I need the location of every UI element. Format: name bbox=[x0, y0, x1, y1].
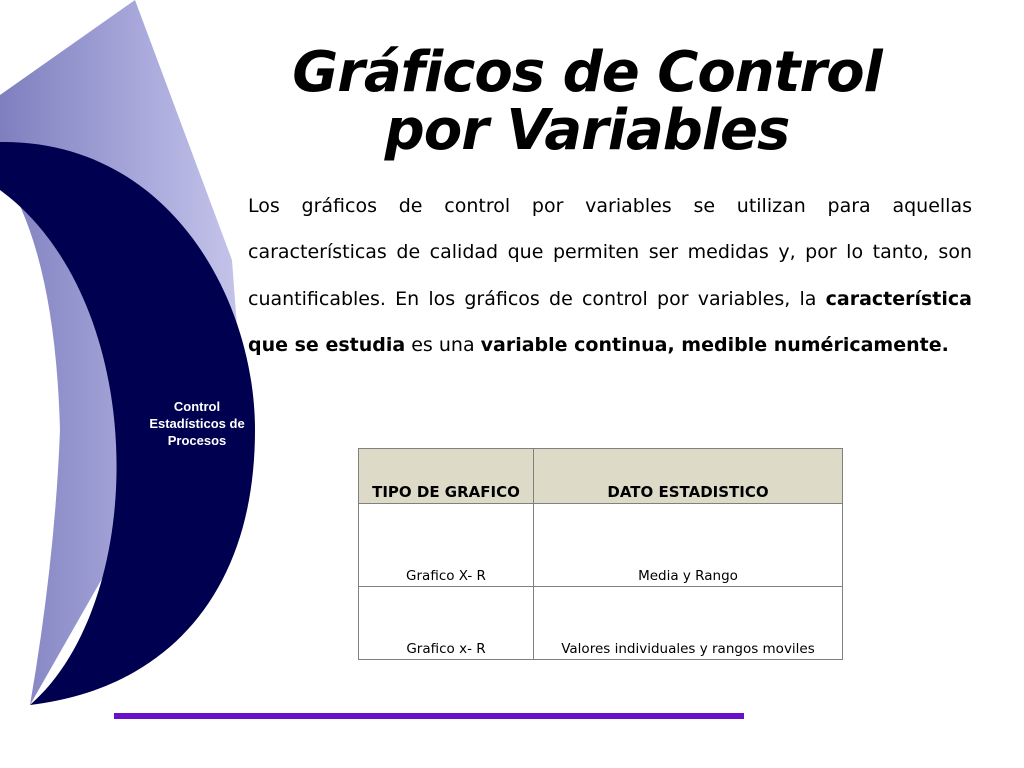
table-row bbox=[359, 504, 843, 587]
table-cell: Valores individuales y rangos moviles bbox=[534, 587, 843, 660]
table-row bbox=[359, 587, 843, 660]
column-header-chart-type: TIPO DE GRAFICO bbox=[359, 449, 534, 504]
slide-title: Gráficos de Control por Variables bbox=[292, 40, 882, 163]
chart-type-table bbox=[358, 448, 843, 660]
body-bold-part-1: característica que se estudia bbox=[248, 287, 972, 356]
table-cell: Media y Rango bbox=[534, 504, 843, 587]
table-cell: Grafico X- R bbox=[359, 504, 534, 587]
body-text-part-2: es una bbox=[405, 333, 481, 356]
accent-divider-line bbox=[114, 713, 744, 719]
column-header-statistic: DATO ESTADISTICO bbox=[534, 449, 843, 504]
side-label: Control Estadísticos de Procesos bbox=[149, 399, 245, 448]
body-paragraph bbox=[248, 183, 972, 368]
body-bold-part-2: variable continua, medible numéricamente. bbox=[480, 333, 949, 356]
table-cell: Grafico x- R bbox=[359, 587, 534, 660]
table-header-row bbox=[359, 449, 843, 504]
body-text-part-1: Los gráficos de control por variables se utilizan para aquellas características de calidad que permiten ser medidas y, por lo tanto, son cuantificables. En los gráficos de control por variables, la bbox=[248, 195, 972, 310]
